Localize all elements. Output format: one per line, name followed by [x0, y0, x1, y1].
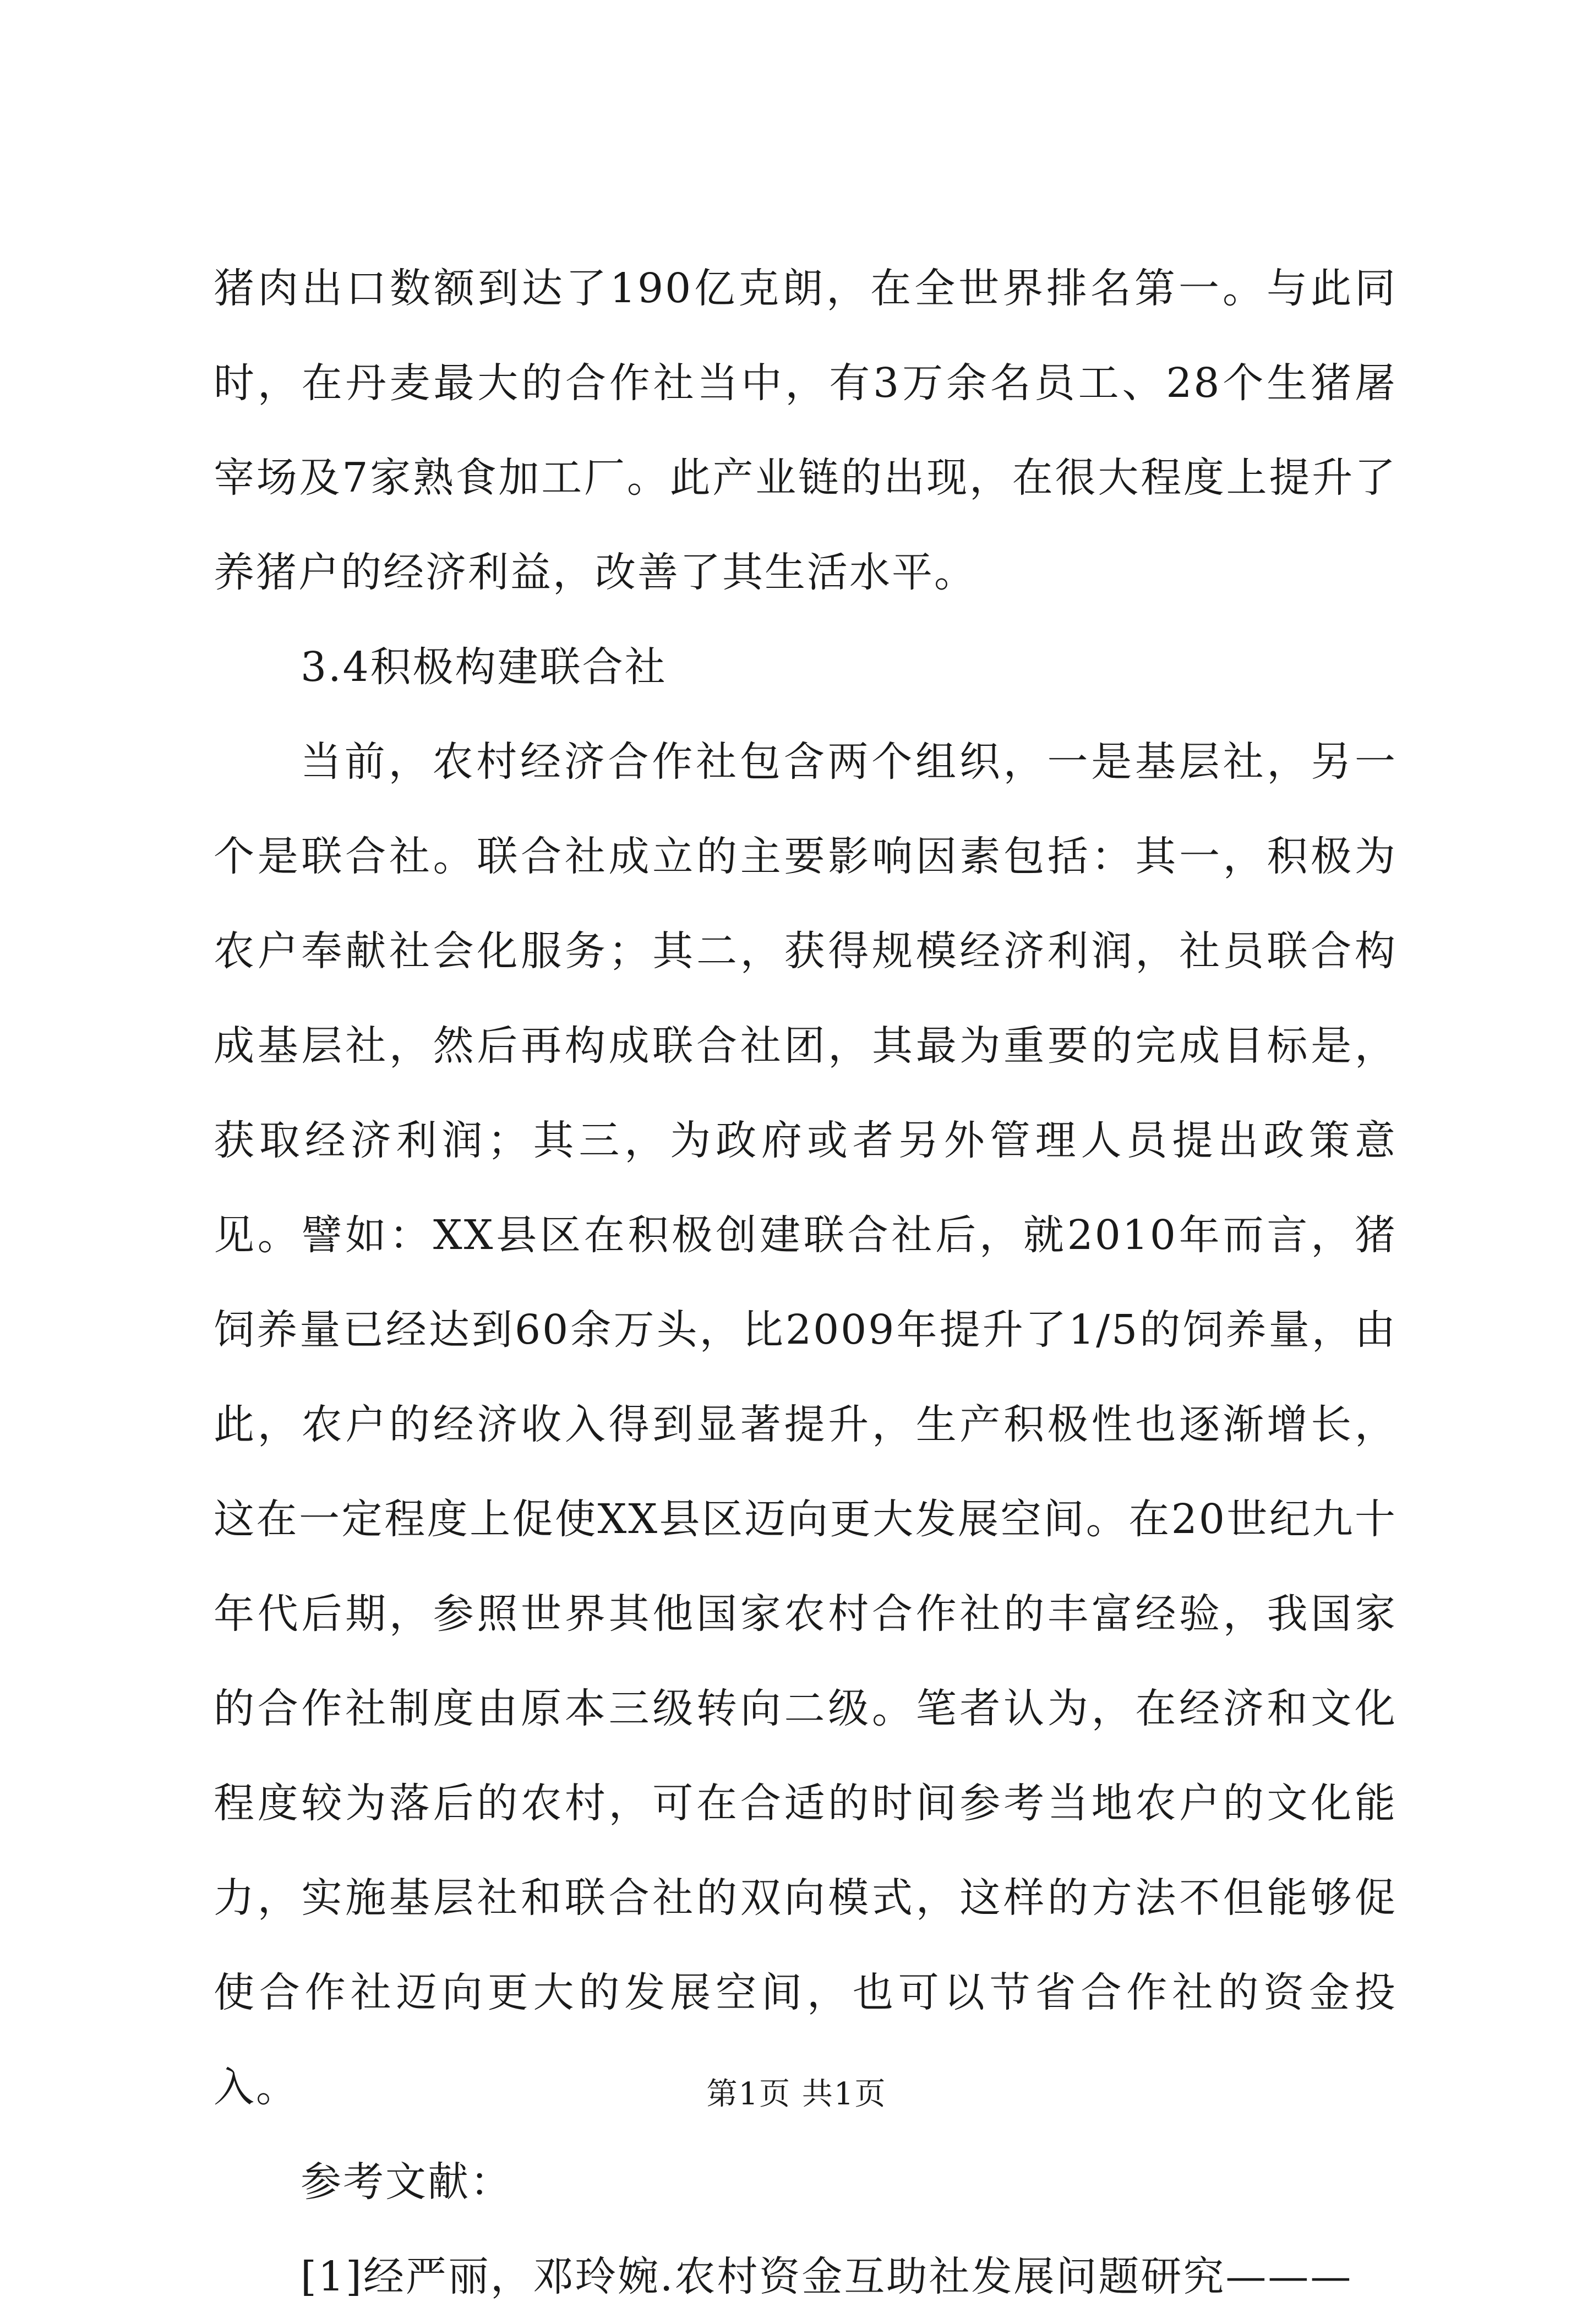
section-heading-3-4: 3.4积极构建联合社 [301, 643, 667, 691]
paragraph-federation: 当前，农村经济合作社包含两个组织，一是基层社，另一个是联合社。联合社成立的主要影响因素包括：其一，积极为农户奉献社会化服务；其二，获得规模经济利润，社员联合构成基层社，然后再构成联合社团，其最为重要的完成目标是，获取经济利润；其三，为政府或者另外管理人员提出政策意见。譬如：XX县区在积极创建联合社后，就2010年而言，猪饲养量已经达到60余万头，比2009年提升了1/5的饲养量，由此，农户的经济收入得到显著提升，生产积极性也逐渐增长，这在一定程度上促使XX县区迈向更大发展空间。在20世纪九十年代后期，参照世界其他国家农村合作社的丰富经验，我国家的合作社制度由原本三级转向二级。笔者认为，在经济和文化程度较为落后的农村，可在合适的时间参考当地农户的文化能力，实施基层社和联合社的双向模式，这样的方法不但能够促使合作社迈向更大的发展空间，也可以节省合作社的资金投入。 [214, 738, 1397, 2111]
page-footer: 第1页 共1页 [706, 2076, 887, 2112]
document-body [214, 241, 1397, 2324]
references-title: 参考文献： [301, 2158, 512, 2206]
paragraph-denmark-cooperative: 猪肉出口数额到达了190亿克朗，在全世界排名第一。与此同时，在丹麦最大的合作社当中，有3万余名员工、28个生猪屠宰场及7家熟食加工厂。此产业链的出现，在很大程度上提升了养猪户的经济利益，改善了其生活水平。 [214, 265, 1397, 596]
reference-item-1: [1]经严丽，邓玲婉.农村资金互助社发展问题研究——— [301, 2253, 1353, 2300]
